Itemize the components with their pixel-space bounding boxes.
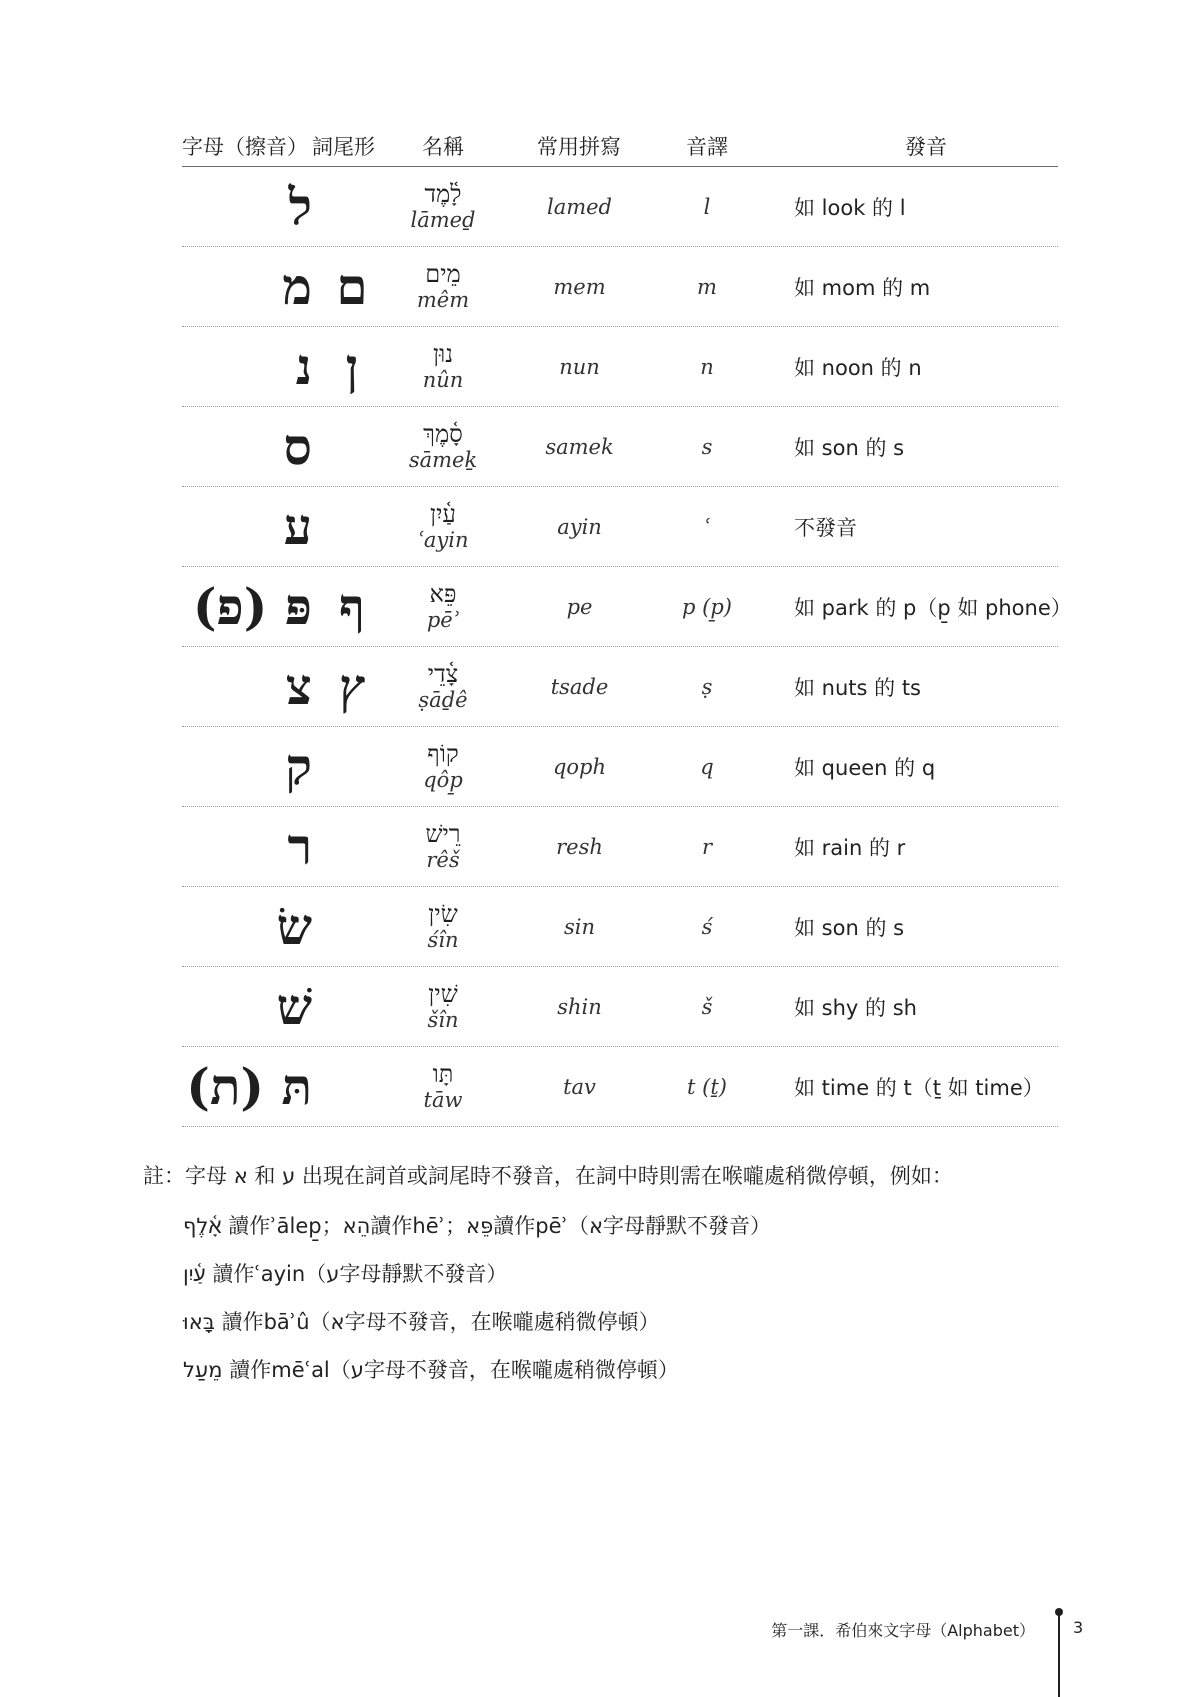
letter-name — [392, 1047, 494, 1126]
letter-name-hebrew: מֵים — [425, 260, 461, 289]
table-row — [182, 967, 1058, 1047]
pronunciation: 如 rain 的 r — [794, 835, 906, 860]
letter-name — [392, 807, 494, 886]
note-example: מֵעַל 讀作mēʿal（ע字母不發音，在喉嚨處稍微停頓） — [183, 1358, 679, 1382]
table-row — [182, 647, 1058, 727]
note-example: אָ֫לֶף 讀作ʾālep̱；הֵא讀作hēʾ；פֵּא讀作pēʾ（א字母靜默不發音） — [183, 1214, 771, 1238]
table-body — [182, 167, 1072, 1127]
transliteration: m — [697, 274, 717, 299]
letter-name-transliteration: tāw — [423, 1087, 463, 1112]
letter-name — [392, 487, 494, 566]
pronunciation: 如 nuts 的 ts — [794, 675, 921, 700]
hebrew-letter: ע — [283, 496, 312, 556]
note-example: בָּאוּ 讀作bāʾû（א字母不發音，在喉嚨處稍微停頓） — [183, 1310, 660, 1334]
table-header — [182, 122, 1058, 167]
table-row — [182, 487, 1058, 567]
note-intro: 註：字母 א 和 ע 出現在詞首或詞尾時不發音，在詞中時則需在喉嚨處稍微停頓，例如： — [143, 1164, 953, 1188]
hebrew-letter: ל — [288, 176, 312, 236]
hebrew-letter: ק — [285, 736, 312, 796]
hebrew-letter: תּ (ת) — [186, 1056, 312, 1116]
letter-name — [392, 167, 494, 246]
table-row — [182, 327, 1058, 407]
letter-name — [392, 567, 494, 646]
header-letter: 字母（擦音） — [182, 135, 308, 159]
letter-name-transliteration: ṣāḏê — [418, 687, 468, 712]
transliteration: ʿ — [703, 514, 711, 539]
final-form — [322, 167, 382, 246]
final-form: ם — [336, 256, 368, 316]
pronunciation: 如 mom 的 m — [794, 275, 931, 300]
hebrew-letter: ס — [283, 416, 312, 476]
common-spelling: tav — [563, 1074, 596, 1099]
hebrew-letter: שׂ — [276, 896, 312, 956]
letter-name-transliteration: śîn — [427, 927, 459, 952]
final-form: ן — [345, 336, 359, 396]
letter-name — [392, 887, 494, 966]
pronunciation: 如 son 的 s — [794, 435, 905, 460]
letter-name-hebrew: שִׂין — [428, 900, 458, 929]
letter-name-transliteration: ʿayin — [417, 527, 469, 552]
alphabet-table — [182, 122, 1072, 1127]
final-form: ף — [339, 576, 365, 636]
letter-name-hebrew: נוּן — [432, 340, 454, 369]
transliteration: s — [701, 434, 713, 459]
common-spelling: resh — [556, 834, 603, 859]
transliteration: l — [703, 194, 711, 219]
pronunciation: 如 noon 的 n — [794, 355, 922, 380]
table-row — [182, 727, 1058, 807]
header-final: 詞尾形 — [312, 135, 375, 159]
note-example: עַ֫יִן 讀作ʿayin（ע字母靜默不發音） — [183, 1262, 508, 1286]
common-spelling: lamed — [546, 194, 613, 219]
table-row — [182, 247, 1058, 327]
transliteration: ś — [701, 914, 713, 939]
letter-name-hebrew: רֵישׁ — [425, 820, 461, 849]
common-spelling: mem — [553, 274, 606, 299]
letter-name-transliteration: nûn — [422, 367, 464, 392]
transliteration: r — [701, 834, 713, 859]
final-form — [322, 727, 382, 806]
table-row — [182, 887, 1058, 967]
final-form — [322, 1047, 382, 1126]
letter-name-hebrew: סָ֫מֶךְ — [423, 420, 463, 449]
letter-name-transliteration: qôp̱ — [423, 767, 463, 792]
letter-name-hebrew: צָ֫דֵי — [427, 660, 459, 689]
hebrew-letter: נ — [295, 336, 312, 396]
common-spelling: pe — [566, 594, 593, 619]
letter-name — [392, 247, 494, 326]
table-row — [182, 807, 1058, 887]
letter-name — [392, 407, 494, 486]
header-translit: 音譯 — [686, 135, 728, 159]
letter-name-transliteration: šîn — [427, 1007, 459, 1032]
page-footer — [0, 1600, 1200, 1697]
final-form: ץ — [338, 656, 366, 716]
letter-name-transliteration: sāmeḵ — [408, 447, 478, 472]
common-spelling: nun — [559, 354, 600, 379]
table-row — [182, 567, 1072, 647]
letter-name — [392, 727, 494, 806]
page-number: 3 — [1073, 1618, 1084, 1637]
common-spelling: qoph — [552, 754, 607, 779]
letter-name — [392, 647, 494, 726]
letter-name-hebrew: לָ֫מֶד — [424, 180, 462, 209]
letter-name-hebrew: תָּו — [432, 1060, 454, 1089]
letter-name — [392, 327, 494, 406]
hebrew-letter: ר — [287, 816, 312, 876]
common-spelling: ayin — [557, 514, 602, 539]
header-name: 名稱 — [422, 135, 464, 159]
common-spelling: sin — [563, 914, 596, 939]
chapter-title: 第一課．希伯來文字母（Alphabet） — [771, 1621, 1035, 1640]
letter-name-hebrew: שִׁין — [428, 980, 458, 1009]
final-form — [322, 887, 382, 966]
pronunciation: 如 look 的 l — [794, 195, 906, 220]
final-form — [322, 487, 382, 566]
pronunciation: 如 time 的 t（ṯ 如 time） — [794, 1075, 1044, 1100]
common-spelling: samek — [545, 434, 614, 459]
header-pronunciation: 發音 — [905, 135, 947, 159]
letter-name-hebrew: פֵּא — [429, 580, 457, 609]
final-form — [322, 807, 382, 886]
letter-name-transliteration: pēʾ — [426, 607, 460, 632]
hebrew-letter: פּ (פ) — [192, 576, 312, 636]
transliteration: q — [700, 754, 714, 779]
table-row — [182, 1047, 1058, 1127]
transliteration: ṣ — [701, 674, 713, 699]
letter-name-hebrew: קוֹף — [427, 740, 459, 769]
transliteration: n — [700, 354, 714, 379]
letter-name — [392, 967, 494, 1046]
pronunciation: 如 queen 的 q — [794, 755, 936, 780]
hebrew-letter: מ — [282, 256, 312, 316]
table-row — [182, 167, 1058, 247]
transliteration: t (ṯ) — [687, 1074, 727, 1099]
final-form — [322, 967, 382, 1046]
header-spelling: 常用拼寫 — [537, 135, 621, 159]
table-row — [182, 407, 1058, 487]
hebrew-letter: צ — [285, 656, 312, 716]
pronunciation: 如 son 的 s — [794, 915, 905, 940]
final-form — [322, 407, 382, 486]
letter-name-transliteration: rêš — [426, 847, 460, 872]
pronunciation: 如 shy 的 sh — [794, 995, 917, 1020]
transliteration: p (p̱) — [682, 594, 732, 619]
common-spelling: shin — [557, 994, 602, 1019]
pronunciation: 如 park 的 p（p̱ 如 phone） — [794, 595, 1072, 620]
letter-name-transliteration: lāmeḏ — [410, 207, 476, 232]
pronunciation: 不發音 — [794, 515, 857, 540]
footer-divider — [1058, 1612, 1060, 1697]
letter-name-transliteration: mêm — [416, 287, 470, 312]
letter-name-hebrew: עַ֫יִן — [430, 500, 456, 529]
common-spelling: tsade — [550, 674, 609, 699]
transliteration: š — [701, 994, 713, 1019]
hebrew-letter: שׁ — [276, 976, 312, 1036]
